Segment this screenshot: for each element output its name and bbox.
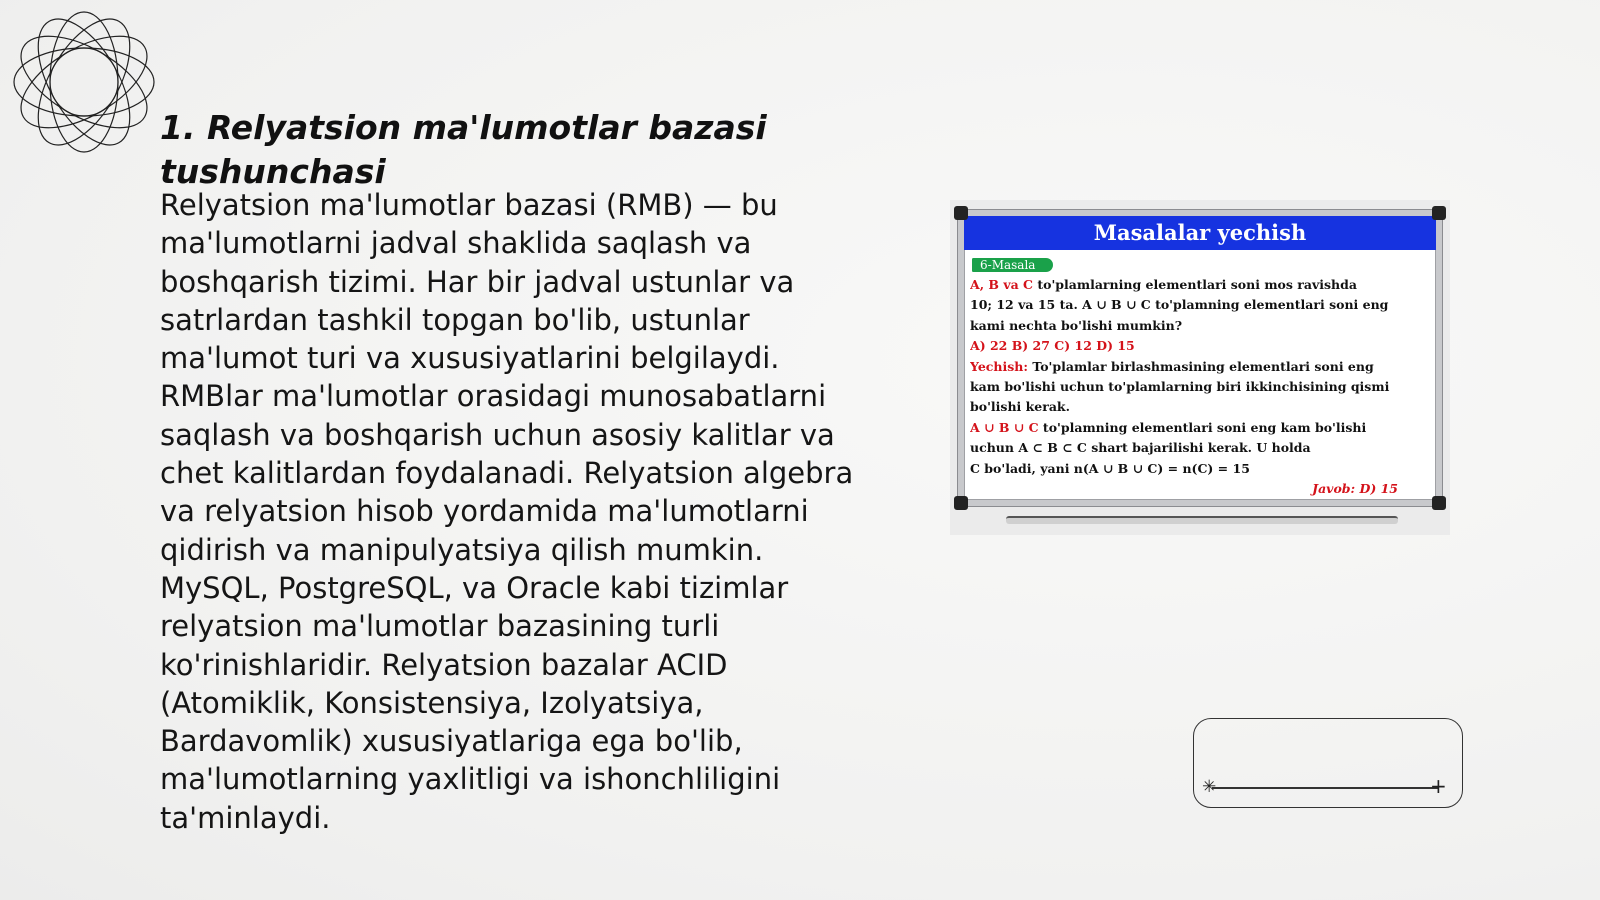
problem-line: A) 22 B) 27 C) 12 D) 15: [970, 338, 1135, 354]
problem-line: 10; 12 va 15 ta. A ∪ B ∪ C to'plamning elementlari soni eng: [970, 297, 1389, 313]
whiteboard-header: Masalalar yechish: [964, 216, 1436, 250]
problem-line: A, B va C to'plamlarning elementlari soni mos ravishda: [970, 277, 1357, 292]
answer-line: Javob: D) 15: [1312, 481, 1398, 497]
problem-line: kami nechta bo'lishi mumkin?: [970, 317, 1183, 333]
divider: [1212, 787, 1438, 789]
problem-line: C bo'ladi, yani n(A ∪ B ∪ C) = n(C) = 15: [970, 460, 1250, 476]
whiteboard: [958, 210, 1442, 506]
problem-line: kam bo'lishi uchun to'plamlarning biri ikkinchisining qismi: [970, 379, 1390, 395]
problem-text: [964, 273, 1436, 499]
slide-body-text: Relyatsion ma'lumotlar bazasi (RMB) — bu ma'lumotlarni jadval shaklida saqlash va boshqarish tizimi. Har bir jadval ustunlar va satrlardan tashkil topgan bo'lib, ustunlar ma'lumot turi va xususiyatlarini belgilaydi. RMBlar ma'lumotlar orasidagi munosabatlarni saqlash va boshqarish uchun asosiy kalitlar va chet kalitlardan foydalanadi. Relyatsion algebra va relyatsion hisob yordamida ma'lumotlarni qidirish va manipulyatsiya qilish mumkin. MySQL, PostgreSQL, va Oracle kabi tizimlar relyatsion ma'lumotlar bazasining turli ko'rinishlaridir. Relyatsion bazalar ACID (Atomiklik, Konsistensiya, Izolyatsiya, Bardavomlik) xususiyatlariga ega bo'lib, ma'lumotlarning yaxlitligi va ishonchliligini ta'minlaydi.: [160, 188, 854, 835]
problem-line: uchun A ⊂ B ⊂ C shart bajarilishi kerak. U holda: [970, 440, 1311, 456]
problem-line: bo'lishi kerak.: [970, 399, 1070, 415]
problem-badge: 6-Masala: [972, 258, 1053, 272]
whiteboard-image: [950, 200, 1450, 535]
problem-line: A ∪ B ∪ C to'plamning elementlari soni eng kam bo'lishi: [970, 419, 1367, 435]
slide-title: 1. Relyatsion ma'lumotlar bazasi tushunchasi: [160, 108, 767, 191]
sparkle-icon: ✳: [1202, 777, 1217, 797]
whiteboard-tray: [1006, 516, 1398, 524]
plus-icon: +: [1430, 774, 1447, 798]
decorative-box: [1193, 718, 1463, 808]
ornament-icon: [10, 8, 158, 156]
problem-line: Yechish: To'plamlar birlashmasining elementlari soni eng: [970, 358, 1374, 374]
